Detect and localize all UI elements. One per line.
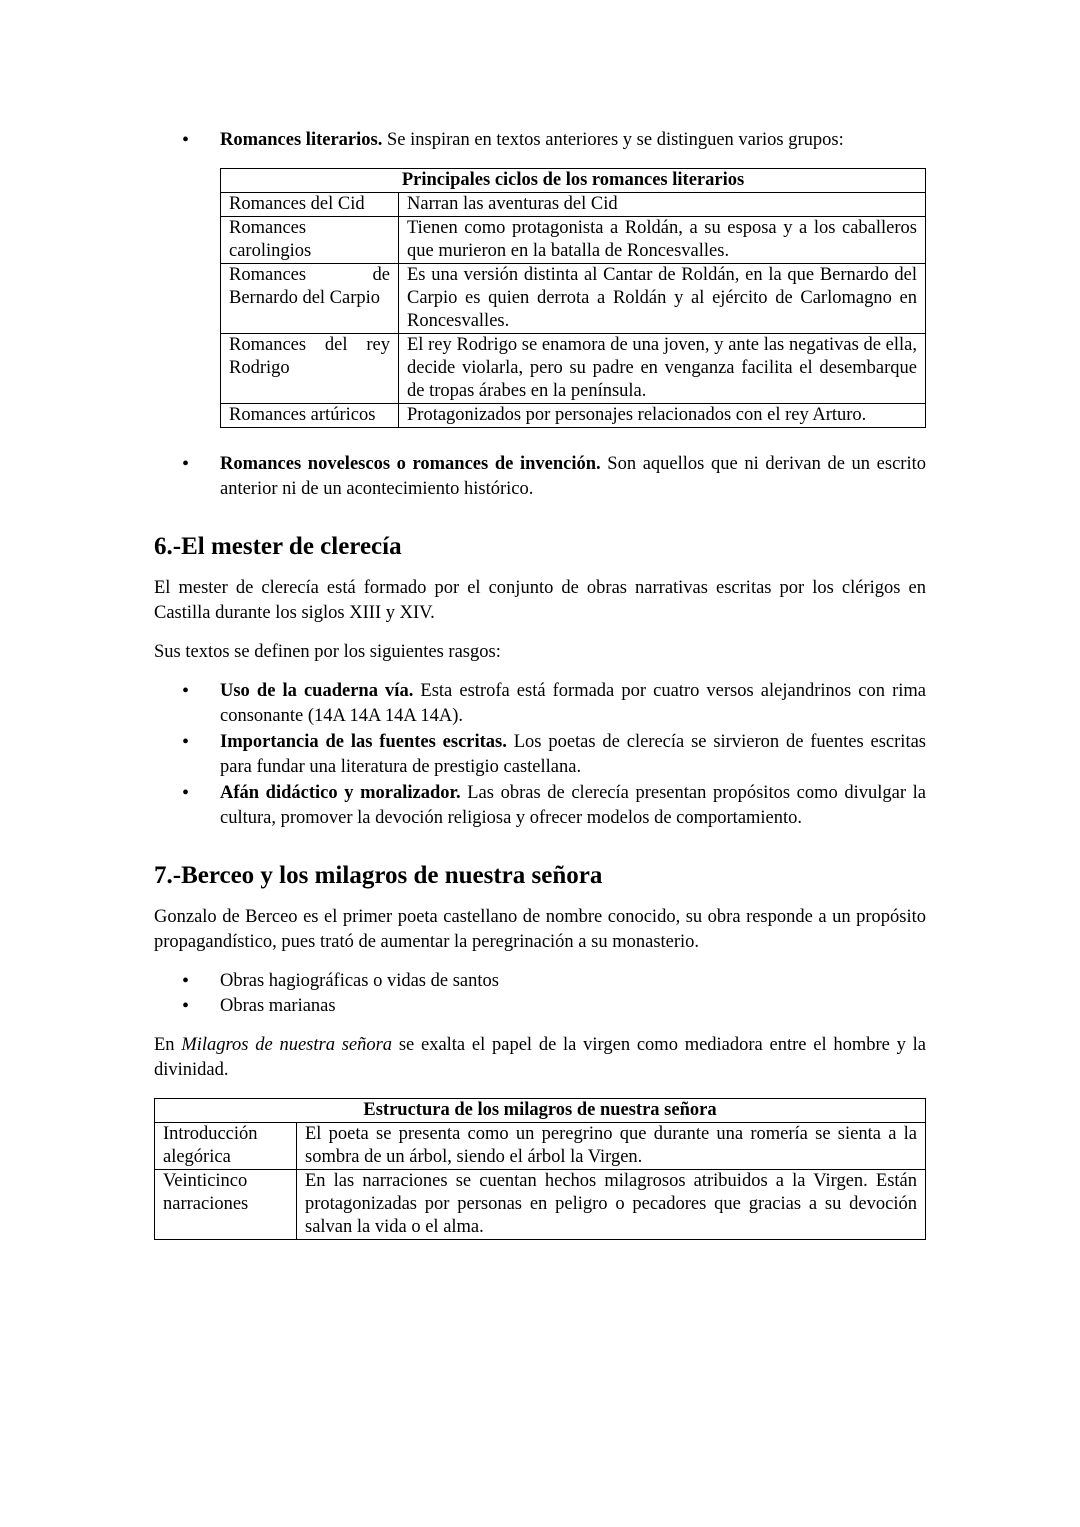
list-item (154, 679, 926, 729)
table-cell-name: Romances artúricos (221, 404, 399, 428)
table-row (155, 1123, 926, 1170)
bullet-bold: Romances novelescos o romances de invención. (220, 454, 601, 474)
bullet-bold: Romances literarios. (220, 130, 383, 150)
paragraph-text: se exalta el papel de la virgen como mediadora entre el hombre y la divinidad. (154, 1035, 926, 1080)
table-row (221, 334, 926, 404)
list-item (154, 128, 926, 153)
bullet-bold: Importancia de las fuentes escritas. (220, 732, 507, 752)
table-cell-name: Romances de Bernardo del Carpio (221, 264, 399, 334)
table-cell-name: Introducción alegórica (155, 1123, 297, 1170)
table-ciclos-romances (220, 168, 926, 428)
bullet-list-rasgos (154, 679, 926, 831)
table-header-row (221, 169, 926, 193)
table-row (221, 217, 926, 264)
table-cell-name: Romances del rey Rodrigo (221, 334, 399, 404)
table-cell-desc: Tienen como protagonista a Roldán, a su esposa y a los caballeros que murieron en la batalla de Roncesvalles. (399, 217, 926, 264)
section-heading-7: 7.-Berceo y los milagros de nuestra señora (154, 862, 603, 889)
bullet-text: Los poetas de clerecía se sirvieron de fuentes escritas para fundar una literatura de prestigio castellana. (220, 732, 926, 777)
table-cell-desc: Es una versión distinta al Cantar de Roldán, en la que Bernardo del Carpio es quien derrota a Roldán y al ejército de Carlomagno en Roncesvalles. (399, 264, 926, 334)
paragraph: Gonzalo de Berceo es el primer poeta castellano de nombre conocido, su obra responde a un propósito propagandístico, pues trató de aumentar la peregrinación a su monasterio. (154, 907, 926, 952)
paragraph-text: En (154, 1035, 182, 1055)
table-title: Principales ciclos de los romances literarios (221, 169, 926, 193)
table-cell-name: Romances del Cid (221, 193, 399, 217)
table-row (221, 404, 926, 428)
table-cell-desc: El rey Rodrigo se enamora de una joven, y ante las negativas de ella, decide violarla, pero su padre en venganza facilita el desembarque de tropas árabes en la península. (399, 334, 926, 404)
bullet-text: Esta estrofa está formada por cuatro versos alejandrinos con rima consonante (14A 14A 14A 14A). (220, 681, 926, 726)
list-item (154, 781, 926, 831)
table-row (221, 264, 926, 334)
paragraph: El mester de clerecía está formado por el conjunto de obras narrativas escritas por los clérigos en Castilla durante los siglos XIII y XIV. (154, 578, 926, 623)
table-header-row (155, 1099, 926, 1123)
bullet-list-literarios (154, 128, 926, 153)
table-cell-desc: Protagonizados por personajes relacionados con el rey Arturo. (399, 404, 926, 428)
bullet-list-obras (154, 969, 926, 1019)
section-heading-6: 6.-El mester de clerecía (154, 533, 402, 560)
bullet-list-novelescos (154, 452, 926, 502)
paragraph: Sus textos se definen por los siguientes rasgos: (154, 642, 501, 662)
table-cell-desc: El poeta se presenta como un peregrino que durante una romería se sienta a la sombra de un árbol, siendo el árbol la Virgen. (297, 1123, 926, 1170)
table-row (155, 1170, 926, 1240)
list-item: • Obras marianas (154, 994, 926, 1019)
table-estructura-milagros (154, 1098, 926, 1240)
table-cell-name: Veinticinco narraciones (155, 1170, 297, 1240)
bullet-text: Se inspiran en textos anteriores y se distinguen varios grupos: (382, 130, 844, 150)
paragraph (154, 1033, 926, 1083)
bullet-bold: Uso de la cuaderna vía. (220, 681, 414, 701)
bullet-text: Son aquellos que ni derivan de un escrito anterior ni de un acontecimiento histórico. (220, 454, 926, 499)
list-item (154, 730, 926, 780)
table-row (221, 193, 926, 217)
book-title: Milagros de nuestra señora (181, 1035, 393, 1055)
list-item: • Obras hagiográficas o vidas de santos (154, 969, 926, 994)
bullet-bold: Afán didáctico y moralizador. (220, 783, 461, 803)
table-cell-desc: En las narraciones se cuentan hechos milagrosos atribuidos a la Virgen. Están protagonizadas por personas en peligro o pecadores que gracias a su devoción salvan la vida o el alma. (297, 1170, 926, 1240)
page-content (154, 128, 926, 1240)
table-cell-name: Romances carolingios (221, 217, 399, 264)
list-item (154, 452, 926, 502)
bullet-text: Las obras de clerecía presentan propósitos como divulgar la cultura, promover la devoción religiosa y ofrecer modelos de comportamiento. (220, 783, 926, 828)
table-cell-desc: Narran las aventuras del Cid (399, 193, 926, 217)
table-title: Estructura de los milagros de nuestra señora (155, 1099, 926, 1123)
